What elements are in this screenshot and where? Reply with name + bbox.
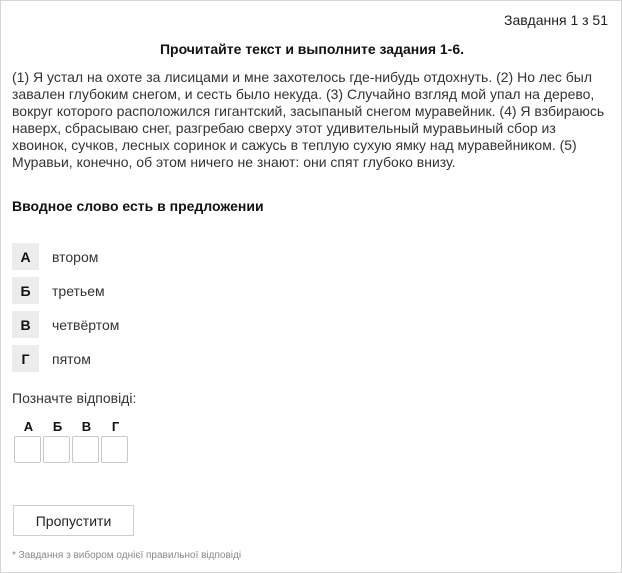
skip-button[interactable]: Пропустити: [13, 505, 134, 536]
question-text: Вводное слово есть в предложении: [12, 198, 264, 214]
answer-column-b: Б: [52, 419, 63, 434]
option-letter: Г: [12, 345, 39, 372]
option-text: втором: [52, 248, 99, 265]
option-b[interactable]: [12, 277, 119, 304]
answer-column-v: В: [81, 419, 92, 434]
footnote: * Завдання з вибором однієї правильної відповіді: [12, 550, 242, 561]
option-letter: А: [12, 243, 39, 270]
answer-checkbox-g[interactable]: [101, 436, 128, 463]
mark-answers-label: Позначте відповіді:: [12, 390, 137, 406]
answer-column-g: Г: [111, 419, 120, 434]
answer-grid: [14, 419, 130, 463]
reading-passage: (1) Я устал на охоте за лисицами и мне захотелось где-нибудь отдохнуть. (2) Но лес был завален глубоким снегом, и сесть было некуда. (3) Случайно взгляд мой упал на дерево, вокруг которого расположился гигантский, засыпаный снегом муравейник. (4) Я взбираюсь наверх, сбрасываю снег, разгребаю сверху этот удивительный муравьиный сбор из хвоинок, сучков, лесных соринок и сажусь в теплую сухую ямку над муравейником. (5) Муравьи, конечно, об этом ничего не знают: они спят глубоко внизу.: [12, 69, 605, 170]
answer-options: [12, 243, 119, 379]
answer-column-a: А: [23, 419, 34, 434]
answer-checkbox-v[interactable]: [72, 436, 99, 463]
option-letter: Б: [12, 277, 39, 304]
answer-checkbox-a[interactable]: [14, 436, 41, 463]
option-text: четвёртом: [52, 316, 120, 333]
option-letter: В: [12, 311, 39, 338]
task-counter: Завдання 1 з 51: [504, 12, 608, 28]
option-text: пятом: [52, 350, 91, 367]
answer-checkbox-b[interactable]: [43, 436, 70, 463]
option-v[interactable]: [12, 311, 119, 338]
option-g[interactable]: [12, 345, 119, 372]
task-title: Прочитайте текст и выполните задания 1-6.: [159, 41, 464, 57]
option-text: третьем: [52, 282, 105, 299]
option-a[interactable]: [12, 243, 119, 270]
